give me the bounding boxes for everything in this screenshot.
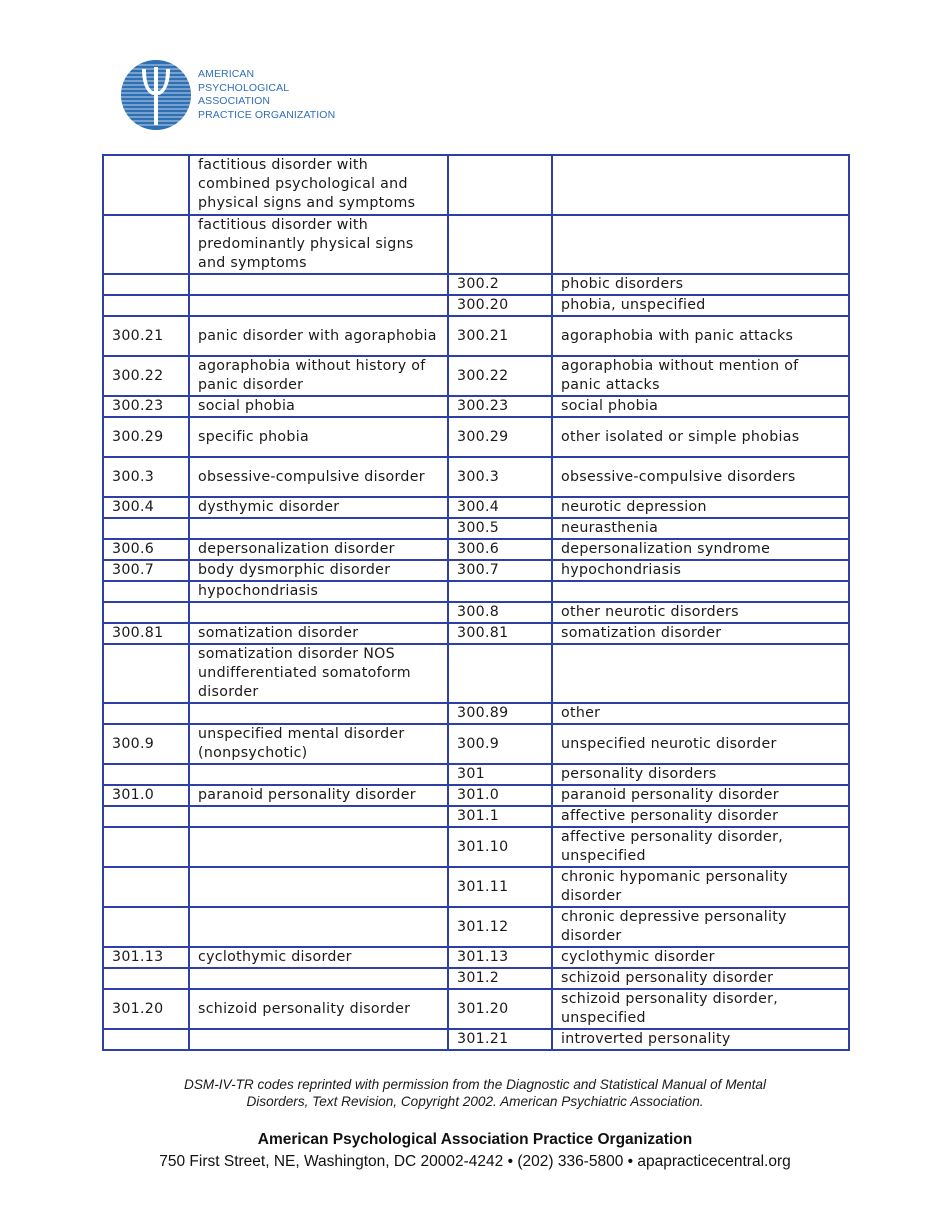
dsm-description-cell [189,295,448,316]
dsm-code-cell: 300.23 [103,396,189,417]
apa-psi-logo-icon [120,59,192,131]
table-row [103,274,849,295]
icd-description-cell: cyclothymic disorder [552,947,849,968]
dsm-description-cell: obsessive-compulsive disorder [189,457,448,497]
icd-code-cell: 301.11 [448,867,552,907]
icd-description-cell: hypochondriasis [552,560,849,581]
icd-code-cell: 300.8 [448,602,552,623]
dsm-code-cell [103,764,189,785]
dsm-icd-code-table [102,154,850,1051]
icd-description-cell: introverted personality [552,1029,849,1050]
dsm-code-cell [103,827,189,867]
icd-description-cell: affective personality disorder, unspecified [552,827,849,867]
dsm-description-cell [189,764,448,785]
icd-code-cell: 300.2 [448,274,552,295]
icd-description-cell: chronic hypomanic personality disorder [552,867,849,907]
icd-code-cell [448,581,552,602]
table-row [103,989,849,1029]
citation-line: DSM-IV-TR codes reprinted with permission from the Diagnostic and Statistical Manual of Mental [184,1077,766,1092]
dsm-description-cell: hypochondriasis [189,581,448,602]
icd-code-cell: 301.13 [448,947,552,968]
table-row [103,356,849,396]
dsm-code-cell [103,867,189,907]
table-row [103,968,849,989]
dsm-description-cell: panic disorder with agoraphobia [189,316,448,356]
dsm-description-cell [189,867,448,907]
icd-description-cell [552,581,849,602]
organization-address: 750 First Street, NE, Washington, DC 20002-4242 • (202) 336-5800 • apapracticecentral.org [159,1153,791,1170]
dsm-code-cell: 300.29 [103,417,189,457]
logo-line: PRACTICE ORGANIZATION [198,108,336,121]
icd-description-cell: unspecified neurotic disorder [552,724,849,764]
table-row [103,764,849,785]
dsm-description-cell [189,827,448,867]
dsm-code-cell: 301.0 [103,785,189,806]
icd-code-cell: 301.0 [448,785,552,806]
icd-code-cell: 300.23 [448,396,552,417]
icd-description-cell: other [552,703,849,724]
logo-line: PSYCHOLOGICAL [198,81,290,94]
icd-code-cell: 300.3 [448,457,552,497]
apa-logo [120,58,335,132]
table-row [103,623,849,644]
table-row [103,644,849,703]
icd-code-cell: 300.29 [448,417,552,457]
dsm-code-cell: 300.7 [103,560,189,581]
table-row [103,518,849,539]
dsm-code-cell [103,215,189,274]
dsm-code-cell: 300.4 [103,497,189,518]
dsm-code-cell [103,518,189,539]
icd-description-cell: somatization disorder [552,623,849,644]
dsm-description-cell: body dysmorphic disorder [189,560,448,581]
dsm-code-cell: 300.21 [103,316,189,356]
dsm-description-cell: social phobia [189,396,448,417]
icd-code-cell: 301.21 [448,1029,552,1050]
table-row [103,1029,849,1050]
dsm-description-cell: factitious disorder with predominantly physical signs and symptoms [189,215,448,274]
icd-description-cell: other isolated or simple phobias [552,417,849,457]
table-row [103,785,849,806]
table-row [103,215,849,274]
icd-description-cell: schizoid personality disorder [552,968,849,989]
table-row [103,316,849,356]
dsm-description-cell [189,806,448,827]
table-row [103,703,849,724]
icd-description-cell [552,215,849,274]
icd-code-cell [448,215,552,274]
table-row [103,602,849,623]
icd-description-cell [552,644,849,703]
dsm-description-cell: schizoid personality disorder [189,989,448,1029]
icd-description-cell [552,155,849,215]
icd-description-cell: neurotic depression [552,497,849,518]
icd-code-cell: 300.81 [448,623,552,644]
dsm-citation [0,1077,950,1110]
icd-code-cell: 300.22 [448,356,552,396]
dsm-code-cell: 300.3 [103,457,189,497]
icd-code-cell: 301.2 [448,968,552,989]
icd-code-cell: 300.4 [448,497,552,518]
table-row [103,947,849,968]
dsm-description-cell [189,274,448,295]
dsm-code-cell: 300.9 [103,724,189,764]
dsm-code-cell [103,968,189,989]
dsm-code-cell [103,295,189,316]
table-row [103,497,849,518]
table-row [103,417,849,457]
table-row [103,827,849,867]
dsm-description-cell [189,1029,448,1050]
icd-description-cell: agoraphobia without mention of panic attacks [552,356,849,396]
table-row [103,396,849,417]
citation-line: Disorders, Text Revision, Copyright 2002. American Psychiatric Association. [246,1093,704,1109]
logo-line: ASSOCIATION [198,95,271,107]
icd-description-cell: paranoid personality disorder [552,785,849,806]
dsm-code-cell [103,644,189,703]
icd-code-cell: 301.20 [448,989,552,1029]
table-row [103,155,849,215]
dsm-description-cell [189,968,448,989]
icd-code-cell [448,644,552,703]
dsm-code-cell: 300.6 [103,539,189,560]
icd-description-cell: neurasthenia [552,518,849,539]
table-row [103,560,849,581]
icd-description-cell: personality disorders [552,764,849,785]
icd-description-cell: obsessive-compulsive disorders [552,457,849,497]
logo-line: AMERICAN [198,68,255,80]
dsm-code-cell [103,907,189,947]
icd-description-cell: depersonalization syndrome [552,539,849,560]
icd-code-cell: 300.9 [448,724,552,764]
dsm-code-cell [103,1029,189,1050]
dsm-description-cell [189,518,448,539]
icd-description-cell: agoraphobia with panic attacks [552,316,849,356]
icd-description-cell: affective personality disorder [552,806,849,827]
organization-name: American Psychological Association Practice Organization [257,1131,693,1148]
dsm-description-cell: dysthymic disorder [189,497,448,518]
table-row [103,724,849,764]
dsm-code-cell: 300.22 [103,356,189,396]
icd-code-cell: 300.7 [448,560,552,581]
icd-code-cell: 300.6 [448,539,552,560]
icd-description-cell: phobic disorders [552,274,849,295]
dsm-description-cell: somatization disorder NOS undifferentiated somatoform disorder [189,644,448,703]
dsm-description-cell: cyclothymic disorder [189,947,448,968]
dsm-description-cell: somatization disorder [189,623,448,644]
icd-code-cell: 300.89 [448,703,552,724]
dsm-code-cell: 301.20 [103,989,189,1029]
dsm-description-cell [189,602,448,623]
table-row [103,457,849,497]
dsm-code-cell: 301.13 [103,947,189,968]
dsm-description-cell: factitious disorder with combined psychological and physical signs and symptoms [189,155,448,215]
dsm-description-cell: paranoid personality disorder [189,785,448,806]
dsm-code-cell [103,806,189,827]
icd-description-cell: other neurotic disorders [552,602,849,623]
dsm-description-cell: agoraphobia without history of panic disorder [189,356,448,396]
icd-description-cell: schizoid personality disorder, unspecified [552,989,849,1029]
table-row [103,295,849,316]
icd-code-cell: 300.21 [448,316,552,356]
dsm-code-cell [103,602,189,623]
icd-description-cell: chronic depressive personality disorder [552,907,849,947]
dsm-code-cell [103,581,189,602]
dsm-description-cell: depersonalization disorder [189,539,448,560]
icd-code-cell: 300.20 [448,295,552,316]
table-row [103,867,849,907]
dsm-description-cell: specific phobia [189,417,448,457]
dsm-code-cell [103,155,189,215]
icd-code-cell: 301.1 [448,806,552,827]
dsm-code-cell [103,703,189,724]
icd-code-cell: 300.5 [448,518,552,539]
icd-code-cell: 301 [448,764,552,785]
table-row [103,539,849,560]
dsm-description-cell: unspecified mental disorder (nonpsychotic) [189,724,448,764]
table-row [103,581,849,602]
table-row [103,907,849,947]
dsm-code-cell: 300.81 [103,623,189,644]
icd-description-cell: phobia, unspecified [552,295,849,316]
dsm-code-cell [103,274,189,295]
dsm-description-cell [189,703,448,724]
icd-description-cell: social phobia [552,396,849,417]
dsm-description-cell [189,907,448,947]
icd-code-cell [448,155,552,215]
table-row [103,806,849,827]
icd-code-cell: 301.10 [448,827,552,867]
icd-code-cell: 301.12 [448,907,552,947]
logo-wordmark [198,68,335,122]
